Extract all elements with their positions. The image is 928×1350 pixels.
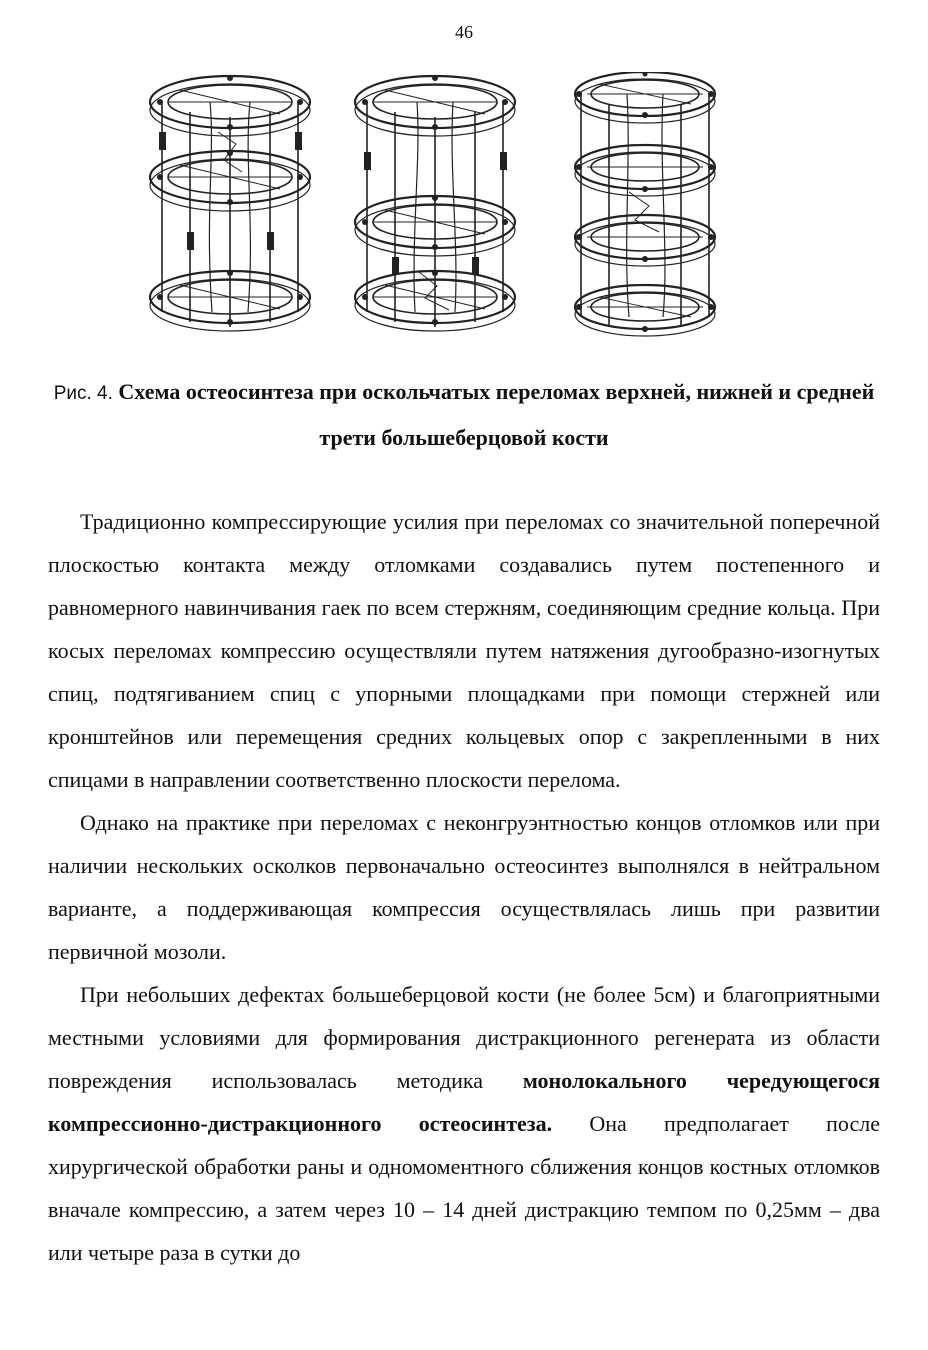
page-number: 46 [455,22,473,42]
figure-caption [48,370,880,460]
paragraph-2: Однако на практике при переломах с неконгруэнтностью концов отломков или при наличии нескольких осколков первоначально остеосинтез выполнялся в нейтральном варианте, а поддерживающая компрессия осуществлялась лишь при развитии первичной мозоли. [48,810,880,964]
paragraph-3-method-name: монолокального чередующегося компрессионно-дистракционного остеосинтеза. [48,1068,880,1136]
fixator-figure [140,72,740,352]
fixator-illustration-lower-third [345,72,525,352]
paragraph-3-text-after: Она предполагает после хирургической обработки раны и одномоментного сближения концов костных отломков вначале компрессию, а затем через 10 – 14 дней дистракцию темпом по 0,25мм – два или четыре раза в сутки до [48,1111,880,1265]
figure-caption-title: Схема остеосинтеза при оскольчатых переломах верхней, нижней и средней трети большеберцовой кости [118,379,875,450]
fixator-illustration-upper-third [140,72,320,352]
body-text [48,500,880,1274]
fixator-illustration-middle-third [565,72,725,352]
paragraph-3 [48,973,880,1274]
paragraph-3-text-before: При небольших дефектах большеберцовой кости (не более 5см) и благоприятными местными условиями для формирования дистракционного регенерата из области повреждения использовалась методика [48,982,880,1093]
paragraph-1: Традиционно компрессирующие усилия при переломах со значительной поперечной плоскостью контакта между отломками создавались путем постепенного и равномерного навинчивания гаек по всем стержням, соединяющим средние кольца. При косых переломах компрессию осуществляли путем натяжения дугообразно-изогнутых спиц, подтягиванием спиц с упорными площадками при помощи стержней или кронштейнов или перемещения средних кольцевых опор с закрепленными в них спицами в направлении соответственно плоскости перелома. [48,509,880,792]
figure-caption-label: Рис. 4. [53,383,113,404]
